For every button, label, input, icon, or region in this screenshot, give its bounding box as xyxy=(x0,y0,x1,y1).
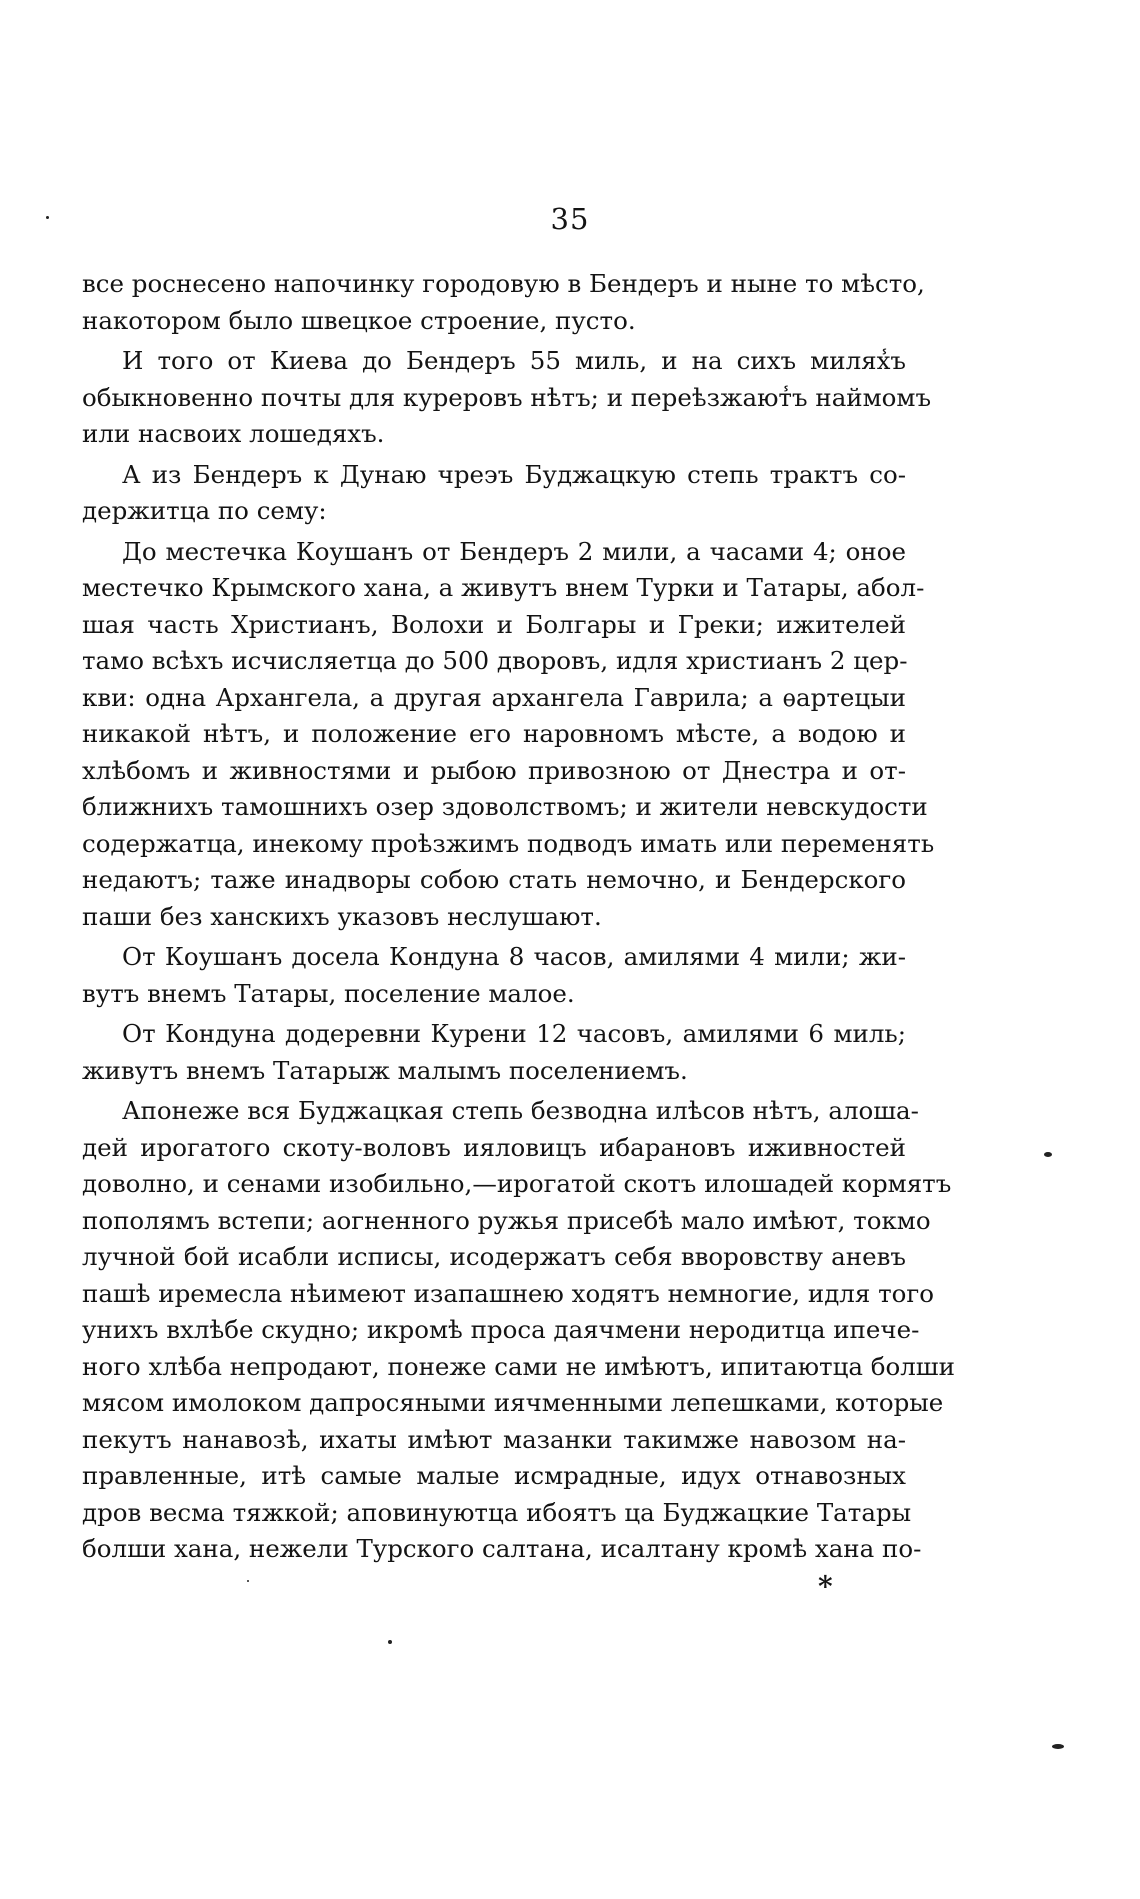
scan-speck xyxy=(1052,1744,1064,1749)
text-line: кви: одна Архангела, а другая архангела Гаврила; а ѳартецыи xyxy=(82,682,906,712)
text-line: мясом имолоком дапросяными иячменными лепешками, которые xyxy=(82,1388,944,1417)
scan-speck xyxy=(247,1580,249,1582)
text-line: И того от Киева до Бендеръ 55 миль, и на сихъ милях̾ъ xyxy=(122,346,906,375)
text-line: лучной бой исабли исписы, исодержатъ себя вворовству аневъ xyxy=(82,1242,906,1271)
text-line: или насвоих лошедяхъ. xyxy=(82,419,385,448)
text-line: вутъ внемъ Татары, поселение малое. xyxy=(82,978,575,1008)
text-line: недаютъ; таже инадворы собою стать немочно, и Бендерского xyxy=(82,865,906,894)
text-line: никакой нѣтъ, и положение его наровномъ мѣсте, а водою и xyxy=(82,719,906,748)
text-line: держитца по сему: xyxy=(82,496,327,525)
text-line: ближнихъ тамошнихъ озер здоволствомъ; и жители невскудости xyxy=(82,792,928,821)
text-line: дей ирогатого скоту-воловъ ияловицъ ибарановъ иживностей xyxy=(82,1132,906,1162)
signature-mark: * xyxy=(818,1570,833,1603)
text-line: Апонеже вся Буджацкая степь безводна илѣсов нѣтъ, алоша- xyxy=(122,1096,919,1125)
body-text xyxy=(82,266,955,1568)
text-line: правленные, итѣ самые малые исмрадные, идух отнавозных xyxy=(82,1461,906,1490)
paragraph xyxy=(82,534,935,936)
page-number: 35 xyxy=(550,202,590,236)
paragraph xyxy=(82,343,932,453)
text-line: От Коушанъ досела Кондуна 8 часов, амилями 4 мили; жи- xyxy=(122,942,906,971)
text-line: местечко Крымского хана, а живутъ внем Турки и Татары, абол- xyxy=(82,573,925,602)
scan-speck xyxy=(1044,1152,1052,1157)
paragraph xyxy=(82,457,906,530)
text-line: До местечка Коушанъ от Бендеръ 2 мили, а часами 4; оное xyxy=(122,536,906,566)
paragraph xyxy=(82,1093,955,1568)
text-line: ного хлѣба непродают, понеже сами не имѣютъ, ипитаютца болши xyxy=(82,1351,955,1381)
scan-speck xyxy=(388,1640,392,1644)
paragraph xyxy=(82,1016,906,1089)
text-line: паши без ханскихъ указовъ неслушают. xyxy=(82,901,602,931)
text-line: содержатца, инекому проѣзжимъ подводъ имать или переменять xyxy=(82,828,935,858)
text-line: От Кондуна додеревни Курени 12 часовъ, амилями 6 миль; xyxy=(122,1019,906,1048)
paragraph xyxy=(82,266,925,339)
text-line: тамо всѣхъ исчисляетца до 500 дворовъ, идля христианъ 2 цер- xyxy=(82,646,908,675)
text-line: А из Бендеръ к Дунаю чреэъ Буджацкую степь трактъ со- xyxy=(122,459,906,489)
text-line: болши хана, нежели Турского салтана, исалтану кромѣ хана по- xyxy=(82,1534,922,1563)
text-line: пашѣ иремесла нѣимеют изапашнею ходятъ немногие, идля того xyxy=(82,1278,934,1308)
text-line: пополямъ встепи; аогненного ружья присебѣ мало имѣют, токмо xyxy=(82,1205,931,1235)
text-line: доволно, и сенами изобильно,—ирогатой скотъ илошадей кормятъ xyxy=(82,1169,952,1198)
scan-speck xyxy=(46,216,49,219)
paragraph xyxy=(82,939,906,1012)
text-line: живутъ внемъ Татарыж малымъ поселениемъ. xyxy=(82,1055,688,1085)
text-line: шая часть Христианъ, Волохи и Болгары и Греки; ижителей xyxy=(82,609,906,639)
text-line: дров весма тяжкой; аповинуютца ибоятъ ца Буджацкие Татары xyxy=(82,1497,912,1527)
text-line: обыкновенно почты для куреровъ нѣтъ; и переѣзжают̾ъ наймомъ xyxy=(82,382,932,412)
text-line: накотором было швецкое строение, пусто. xyxy=(82,305,636,335)
text-line: хлѣбомъ и живностями и рыбою привозною от Днестра и от- xyxy=(82,755,906,785)
text-line: унихъ вхлѣбе скудно; икромѣ проса даячмени неродитца ипече- xyxy=(82,1315,920,1344)
text-line: пекутъ нанавозѣ, ихаты имѣют мазанки такимже навозом на- xyxy=(82,1424,906,1454)
text-line: все роснесено напочинку городовую в Бендеръ и ныне то мѣсто, xyxy=(82,269,925,298)
